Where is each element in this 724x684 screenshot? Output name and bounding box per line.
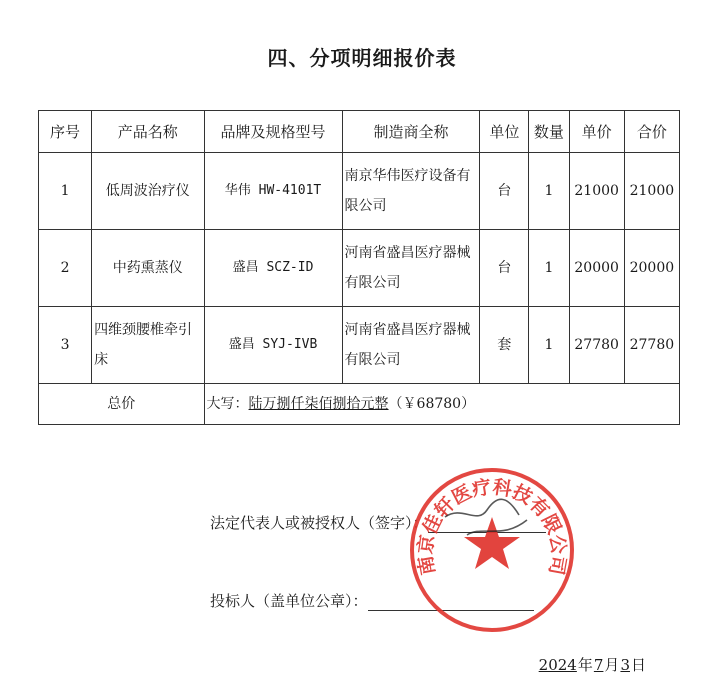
page-title: 四、分项明细报价表 — [267, 46, 457, 70]
quote-table — [38, 110, 680, 425]
cell-maker: 河南省盛昌医疗器械有限公司 — [342, 230, 480, 307]
cell-brand: 盛昌 SCZ-ID — [204, 230, 342, 307]
cell-unit: 套 — [480, 307, 529, 384]
cell-total: 27780 — [624, 307, 679, 384]
cell-qty: 1 — [529, 230, 569, 307]
representative-label: 法定代表人或被授权人（签字）： — [210, 514, 428, 532]
header-qty: 数量 — [529, 111, 569, 153]
table-row — [39, 307, 680, 384]
header-brand: 品牌及规格型号 — [204, 111, 342, 153]
header-price: 单价 — [569, 111, 624, 153]
company-seal — [407, 465, 577, 635]
total-prefix: 大写： — [206, 396, 249, 412]
cell-qty: 1 — [529, 153, 569, 230]
star-icon — [464, 517, 520, 569]
cell-total: 20000 — [624, 230, 679, 307]
cell-no: 3 — [39, 307, 92, 384]
header-unit: 单位 — [480, 111, 529, 153]
date-year: 2024 — [538, 656, 577, 674]
total-label: 总价 — [39, 384, 205, 425]
table-row — [39, 230, 680, 307]
header-total: 合价 — [624, 111, 679, 153]
cell-maker: 河南省盛昌医疗器械有限公司 — [342, 307, 480, 384]
cell-price: 21000 — [569, 153, 624, 230]
cell-name: 四维颈腰椎牵引床 — [92, 307, 204, 384]
table-header-row — [39, 111, 680, 153]
table-row — [39, 153, 680, 230]
bidder-label: 投标人（盖单位公章）： — [210, 592, 368, 610]
cell-price: 27780 — [569, 307, 624, 384]
date-line — [538, 654, 646, 675]
cell-name: 低周波治疗仪 — [92, 153, 204, 230]
seal-text: 南京佳轩医疗科技有限公司 — [414, 476, 570, 577]
cell-name: 中药熏蒸仪 — [92, 230, 204, 307]
total-amount — [204, 384, 679, 425]
header-no: 序号 — [39, 111, 92, 153]
cell-unit: 台 — [480, 153, 529, 230]
date-day: 3 — [620, 656, 630, 674]
date-day-label: 日 — [630, 656, 646, 674]
header-maker: 制造商全称 — [342, 111, 480, 153]
cell-no: 2 — [39, 230, 92, 307]
date-month: 7 — [593, 656, 604, 674]
cell-maker: 南京华伟医疗设备有限公司 — [342, 153, 480, 230]
cell-unit: 台 — [480, 230, 529, 307]
cell-price: 20000 — [569, 230, 624, 307]
total-row — [39, 384, 680, 425]
date-month-label: 月 — [604, 656, 620, 674]
cell-brand: 盛昌 SYJ-IVB — [204, 307, 342, 384]
date-year-label: 年 — [577, 656, 593, 674]
cell-no: 1 — [39, 153, 92, 230]
total-number: （￥68780） — [388, 396, 476, 412]
header-name: 产品名称 — [92, 111, 204, 153]
cell-total: 21000 — [624, 153, 679, 230]
cell-brand: 华伟 HW-4101T — [204, 153, 342, 230]
cell-qty: 1 — [529, 307, 569, 384]
total-upper: 陆万捌仟柒佰捌拾元整 — [248, 396, 389, 412]
